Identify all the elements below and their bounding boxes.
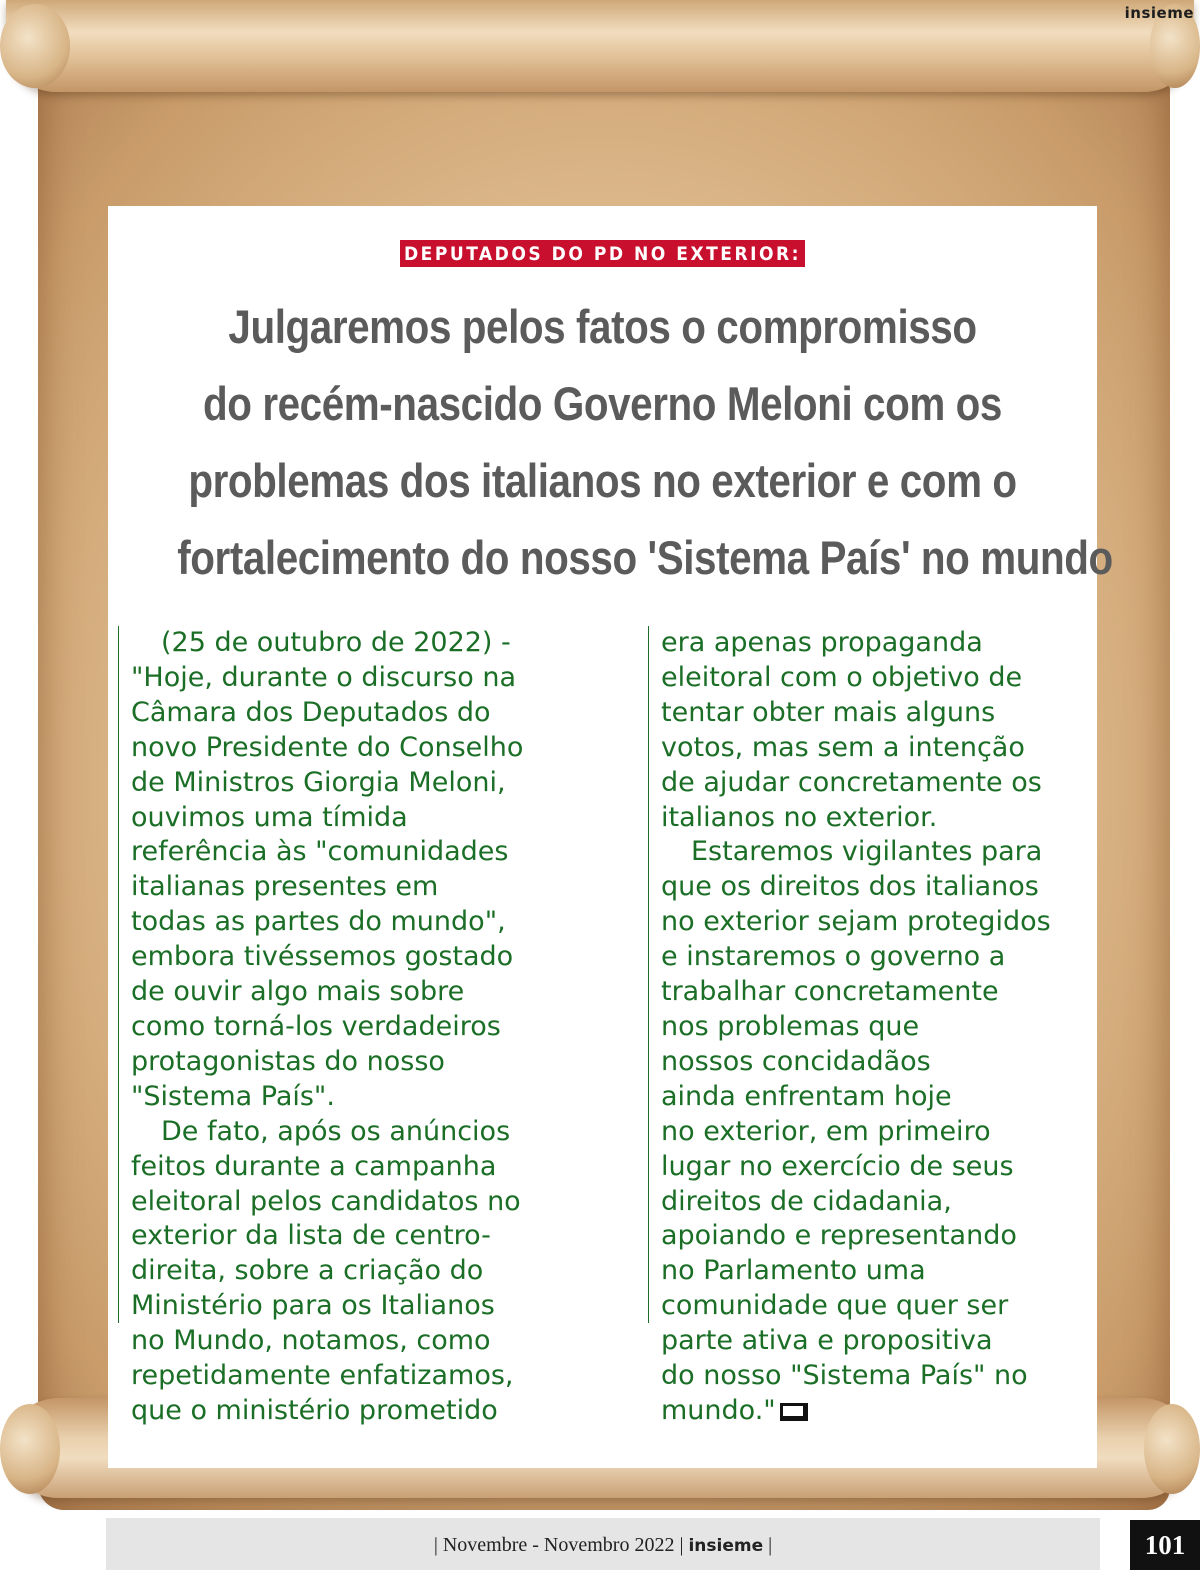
end-of-article-icon — [780, 1403, 808, 1421]
body-line: do nosso "Sistema País" no — [661, 1360, 1028, 1392]
body-line: referência às "comunidades — [131, 836, 509, 868]
body-line: italianas presentes em — [131, 871, 439, 903]
body-line: protagonistas do nosso — [131, 1045, 445, 1077]
page-footer — [106, 1518, 1100, 1570]
body-line: De fato, após os anúncios — [161, 1115, 511, 1147]
body-line: italianos no exterior. — [661, 801, 938, 833]
body-line: de Ministros Giorgia Meloni, — [131, 766, 506, 798]
body-line: (25 de outubro de 2022) - — [161, 627, 511, 658]
body-line: como torná-los verdadeiros — [131, 1010, 501, 1042]
body-line: comunidade que quer ser — [661, 1290, 1009, 1322]
body-line-last — [661, 1394, 1068, 1429]
magazine-logo: insieme — [1124, 4, 1194, 22]
article-panel — [108, 206, 1113, 1468]
body-line: repetidamente enfatizamos, — [131, 1360, 514, 1392]
body-line: lugar no exercício de seus — [661, 1150, 1014, 1182]
headline-line: problemas dos italianos no exterior e com o — [188, 454, 1017, 507]
body-line: nossos concidadãos — [661, 1045, 931, 1077]
body-line: nos problemas que — [661, 1010, 920, 1042]
body-line: direitos de cidadania, — [661, 1185, 952, 1217]
body-line: Estaremos vigilantes para — [691, 836, 1043, 868]
body-line: trabalhar concretamente — [661, 976, 999, 1008]
scroll-roll-end — [0, 4, 70, 88]
body-line: apoiando e representando — [661, 1220, 1017, 1252]
article-headline — [177, 288, 1113, 596]
body-line: "Hoje, durante o discurso na — [131, 661, 517, 693]
body-line: feitos durante a campanha — [131, 1150, 497, 1182]
article-column-right — [648, 626, 1068, 1426]
body-line: era apenas propaganda — [661, 627, 983, 658]
footer-separator: | — [768, 1534, 773, 1556]
footer-brand: insieme — [688, 1536, 764, 1556]
body-line: embora tivéssemos gostado — [131, 941, 514, 973]
body-line: todas as partes do mundo", — [131, 906, 506, 938]
body-line: no Mundo, notamos, como — [131, 1325, 491, 1357]
body-line: novo Presidente do Conselho — [131, 731, 524, 763]
body-line: "Sistema País". — [131, 1080, 335, 1112]
body-line: que os direitos dos italianos — [661, 871, 1039, 903]
body-line: no exterior sejam protegidos — [661, 906, 1051, 938]
body-line: no Parlamento uma — [661, 1255, 926, 1287]
body-line: no exterior, em primeiro — [661, 1115, 991, 1147]
body-line: exterior da lista de centro- — [131, 1220, 491, 1252]
body-line: direita, sobre a criação do — [131, 1255, 484, 1287]
body-line: votos, mas sem a intenção — [661, 731, 1025, 763]
body-line: e instaremos o governo a — [661, 941, 1006, 973]
footer-date: | Novembre - Novembro 2022 | — [433, 1534, 684, 1556]
body-line: eleitoral pelos candidatos no — [131, 1185, 521, 1217]
headline-line: fortalecimento do nosso 'Sistema País' no mundo — [177, 531, 1113, 584]
body-line: Ministério para os Italianos — [131, 1290, 495, 1322]
body-line: de ouvir algo mais sobre — [131, 976, 465, 1008]
body-line: que o ministério prometido — [131, 1394, 498, 1426]
body-line: tentar obter mais alguns — [661, 696, 996, 728]
article-column-left — [118, 626, 538, 1426]
body-line-text: mundo." — [661, 1394, 776, 1426]
body-line: de ajudar concretamente os — [661, 766, 1042, 798]
kicker-wrap — [108, 240, 1097, 267]
body-line: eleitoral com o objetivo de — [661, 661, 1023, 693]
headline-line: do recém-nascido Governo Meloni com os — [203, 377, 1002, 430]
headline-line: Julgaremos pelos fatos o compromisso — [228, 300, 977, 353]
body-line: parte ativa e propositiva — [661, 1325, 993, 1357]
scroll-roll-end — [0, 1404, 60, 1494]
body-line: Câmara dos Deputados do — [131, 696, 491, 728]
scroll-top-roll — [6, 0, 1194, 92]
section-kicker: DEPUTADOS DO PD NO EXTERIOR: — [400, 240, 805, 267]
page-number: 101 — [1130, 1520, 1200, 1570]
scroll-roll-end — [1144, 1404, 1200, 1494]
body-line: ainda enfrentam hoje — [661, 1080, 952, 1112]
body-line: ouvimos uma tímida — [131, 801, 408, 833]
